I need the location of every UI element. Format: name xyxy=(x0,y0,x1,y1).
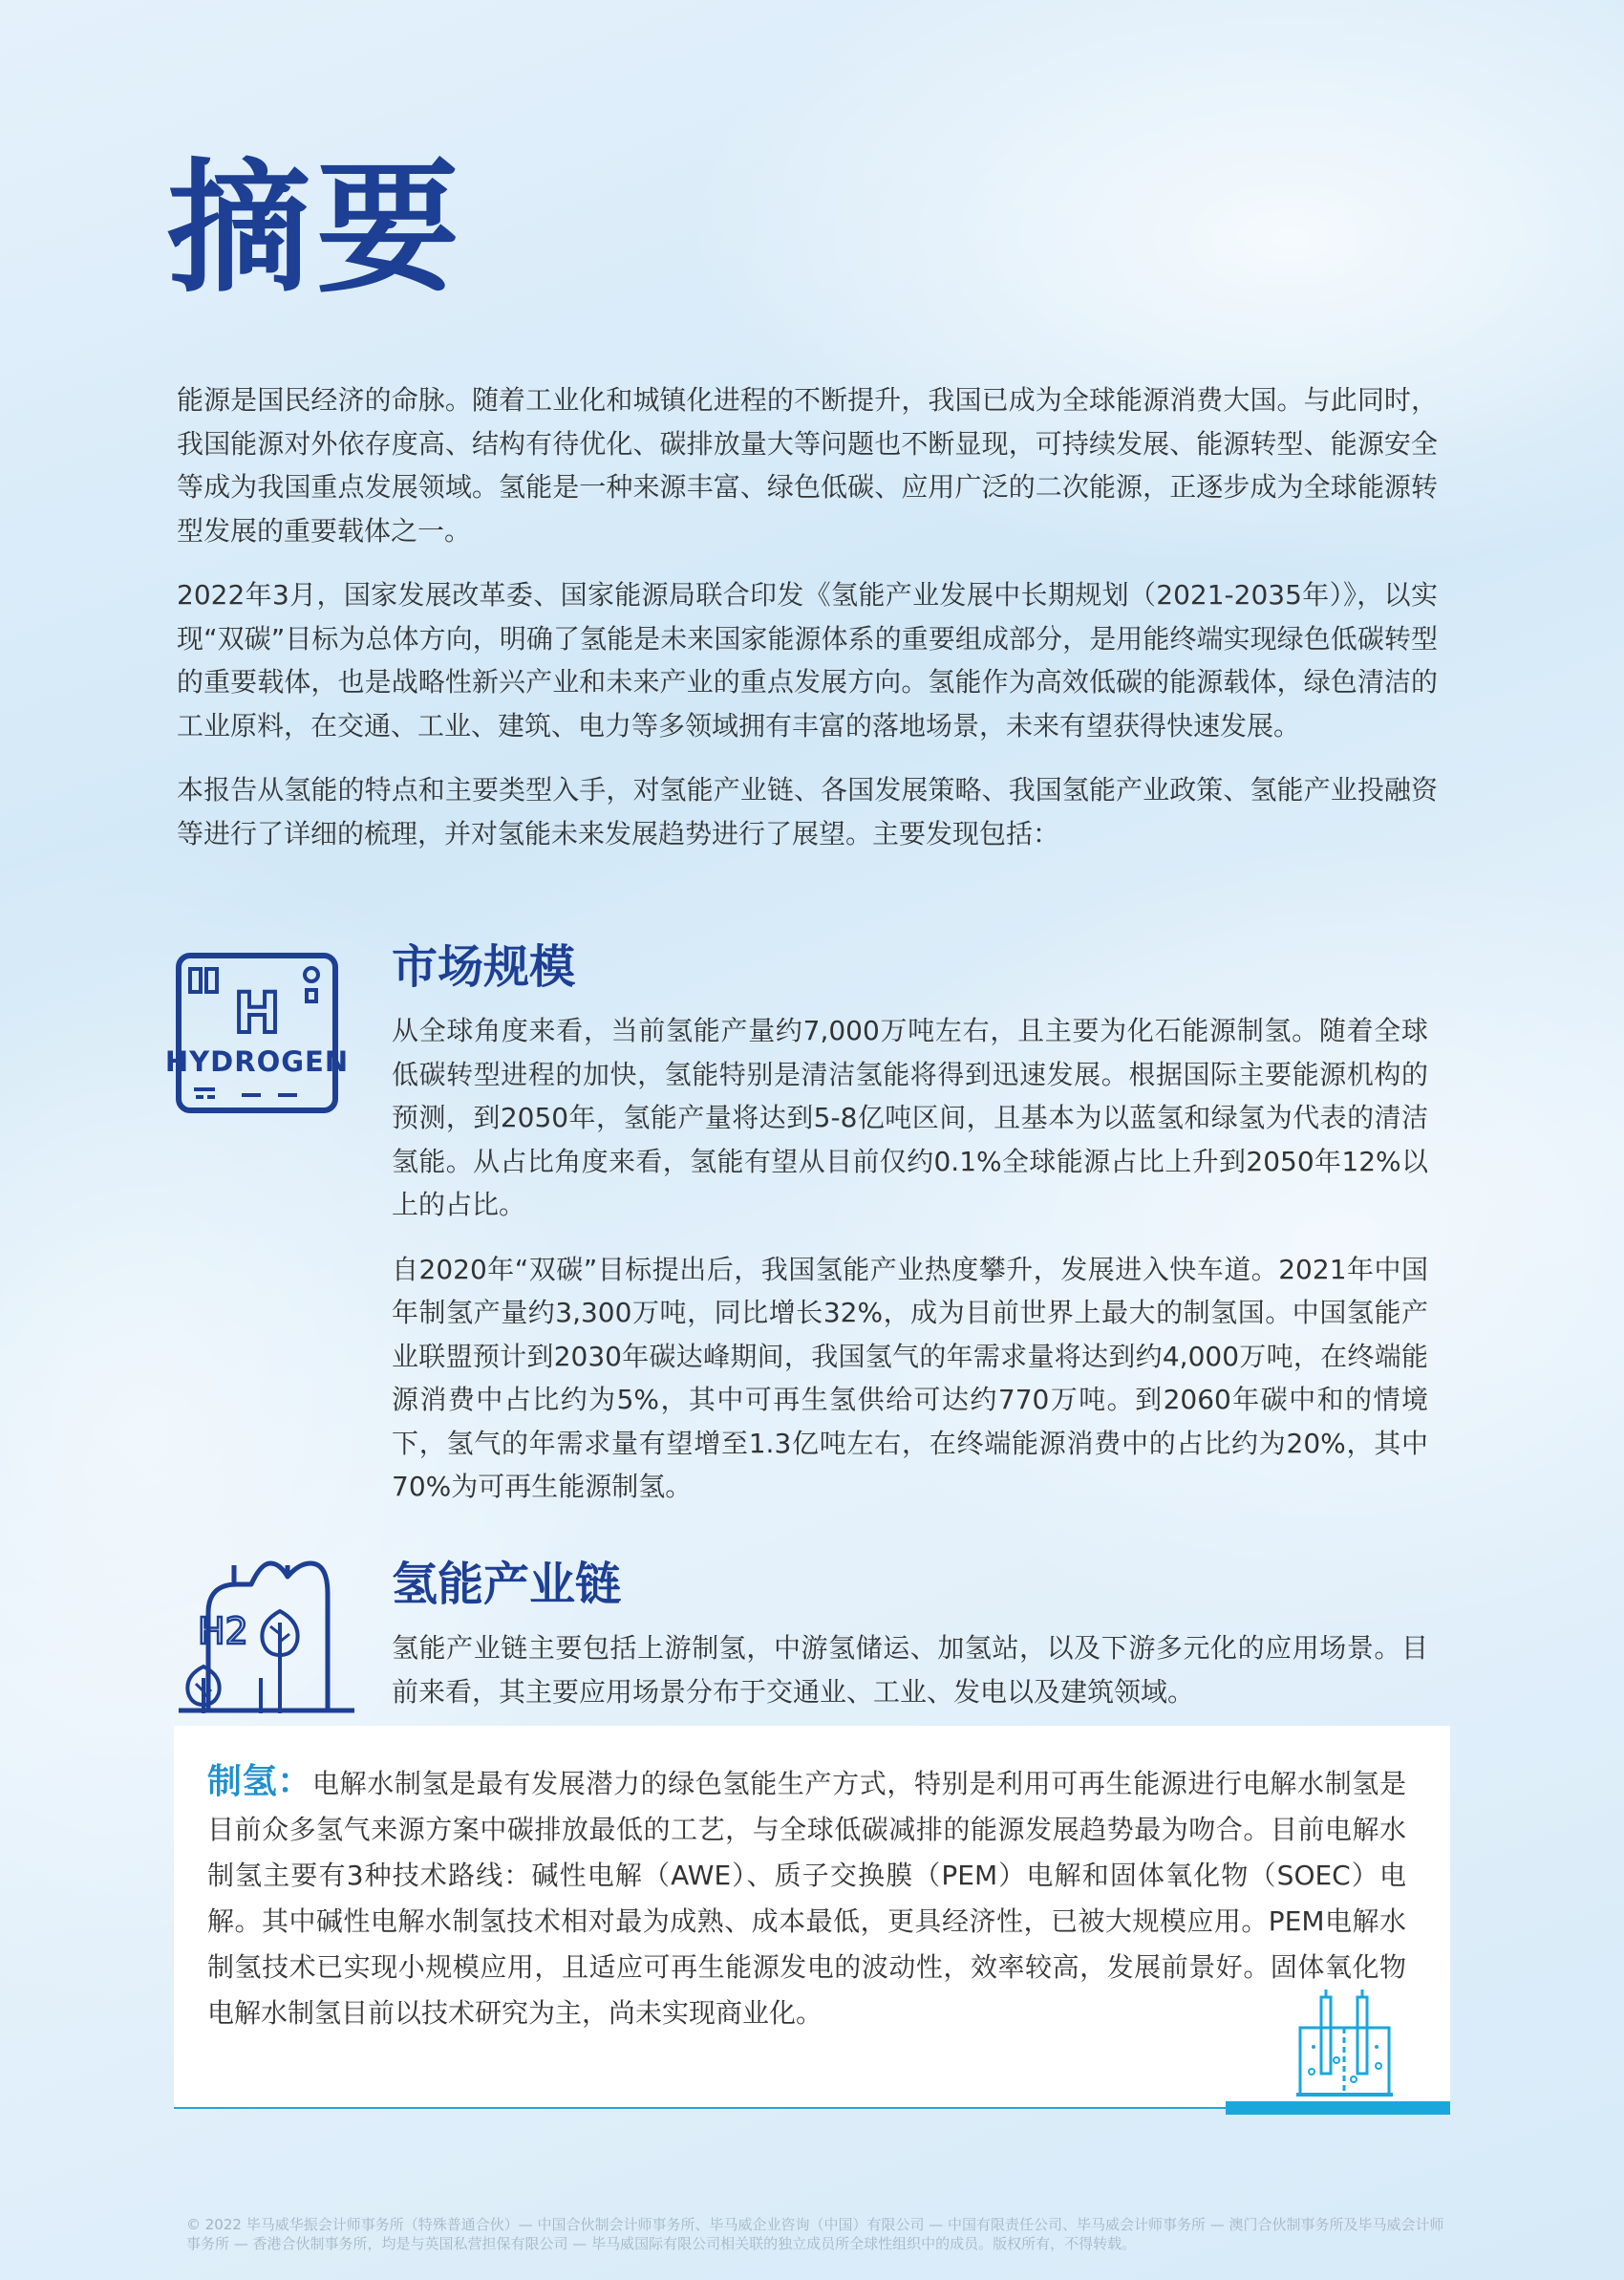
callout-body xyxy=(207,1759,1406,2036)
hydrogen-icon-letter: H xyxy=(233,980,281,1045)
callout-label: 制氢： xyxy=(207,1762,312,1801)
intro-paragraph: 能源是国民经济的命脉。随着工业化和城镇化进程的不断提升，我国已成为全球能源消费大国。与此同时，我国能源对外依存度高、结构有待优化、碳排放量大等问题也不断显现，可持续发展、能源转型、能源安全等成为我国重点发展领域。氢能是一种来源丰富、绿色低碳、应用广泛的二次能源，正逐步成为全球能源转型发展的重要载体之一。 xyxy=(177,384,1438,547)
market-size-heading: 市场规模 xyxy=(392,940,576,994)
industry-chain-paragraph: 氢能产业链主要包括上游制氢，中游氢储运、加氢站，以及下游多元化的应用场景。目前来看，其主要应用场景分布于交通业、工业、发电以及建筑领域。 xyxy=(392,1632,1428,1708)
market-size-paragraph: 从全球角度来看，当前氢能产量约7,000万吨左右，且主要为化石能源制氢。随着全球低碳转型进程的加快，氢能特别是清洁氢能将得到迅速发展。根据国际主要能源机构的预测，到2050年，氢能产量将达到5-8亿吨区间，且基本为以蓝氢和绿氢为代表的清洁氢能。从占比角度来看，氢能有望从目前仅约0.1%全球能源占比上升到2050年12%以上的占比。 xyxy=(392,1015,1428,1220)
hydrogen-storage-plant-icon xyxy=(175,1556,356,1713)
copyright-footer: © 2022 毕马威华振会计师事务所（特殊普通合伙）— 中国合伙制会计师事务所、毕马威企业咨询（中国）有限公司 — 中国有限责任公司、毕马威会计师事务所 — 澳门合伙制事务所及毕马威会计师事务所 — 香港合伙制事务所，均是与英国私营担保有限公司 — 毕马威国际有限公司相关联的独立成员所全球性组织中的成员。版权所有，不得转载。 xyxy=(186,2216,1444,2252)
callout-text: 电解水制氢是最有发展潜力的绿色氢能生产方式，特别是利用可再生能源进行电解水制氢是目前众多氢气来源方案中碳排放最低的工艺，与全球低碳减排的能源发展趋势最为吻合。目前电解水制氢主要有3种技术路线：碱性电解（AWE）、质子交换膜（PEM）电解和固体氧化物（SOEC）电解。其中碱性电解水制氢技术相对最为成熟、成本最低，更具经济性，已被大规模应用。PEM电解水制氢技术已实现小规模应用，且适应可再生能源发电的波动性，效率较高，发展前景好。固体氧化物电解水制氢目前以技术研究为主，尚未实现商业化。 xyxy=(207,1768,1406,2029)
intro-section xyxy=(177,378,1438,876)
industry-chain-heading: 氢能产业链 xyxy=(392,1558,622,1611)
hydrogen-icon-label: HYDROGEN xyxy=(164,1045,350,1078)
h2-icon-label: H2 xyxy=(198,1610,248,1652)
market-size-paragraph: 自2020年“双碳”目标提出后，我国氢能产业热度攀升，发展进入快车道。2021年中国年制氢产量约3,300万吨，同比增长32%，成为目前世界上最大的制氢国。中国氢能产业联盟预计到2030年碳达峰期间，我国氢气的年需求量将达到约4,000万吨，在终端能源消费中占比约为5%，其中可再生氢供给可达约770万吨。到2060年碳中和的情境下，氢气的年需求量有望增至1.3亿吨左右，在终端能源消费中的占比约为20%，其中70%为可再生能源制氢。 xyxy=(392,1253,1428,1502)
electrolyzer-icon xyxy=(1294,1990,1395,2104)
hydrogen-tank-icon xyxy=(164,952,350,1114)
page-title: 摘要 xyxy=(167,146,466,312)
intro-paragraph: 2022年3月，国家发展改革委、国家能源局联合印发《氢能产业发展中长期规划（2021-2035年）》，以实现“双碳”目标为总体方向，明确了氢能是未来国家能源体系的重要组成部分，是用能终端实现绿色低碳转型的重要载体，也是战略性新兴产业和未来产业的重点发展方向。氢能作为高效低碳的能源载体，绿色清洁的工业原料，在交通、工业、建筑、电力等多领域拥有丰富的落地场景，未来有望获得快速发展。 xyxy=(177,579,1438,742)
industry-chain-section xyxy=(392,1556,1428,1734)
hydrogen-production-callout xyxy=(174,1726,1450,2110)
market-size-section xyxy=(392,938,1428,1530)
callout-accent-bar xyxy=(1226,2101,1450,2115)
intro-paragraph: 本报告从氢能的特点和主要类型入手，对氢能产业链、各国发展策略、我国氢能产业政策、氢能产业投融资等进行了详细的梳理，并对氢能未来发展趋势进行了展望。主要发现包括： xyxy=(177,774,1438,850)
